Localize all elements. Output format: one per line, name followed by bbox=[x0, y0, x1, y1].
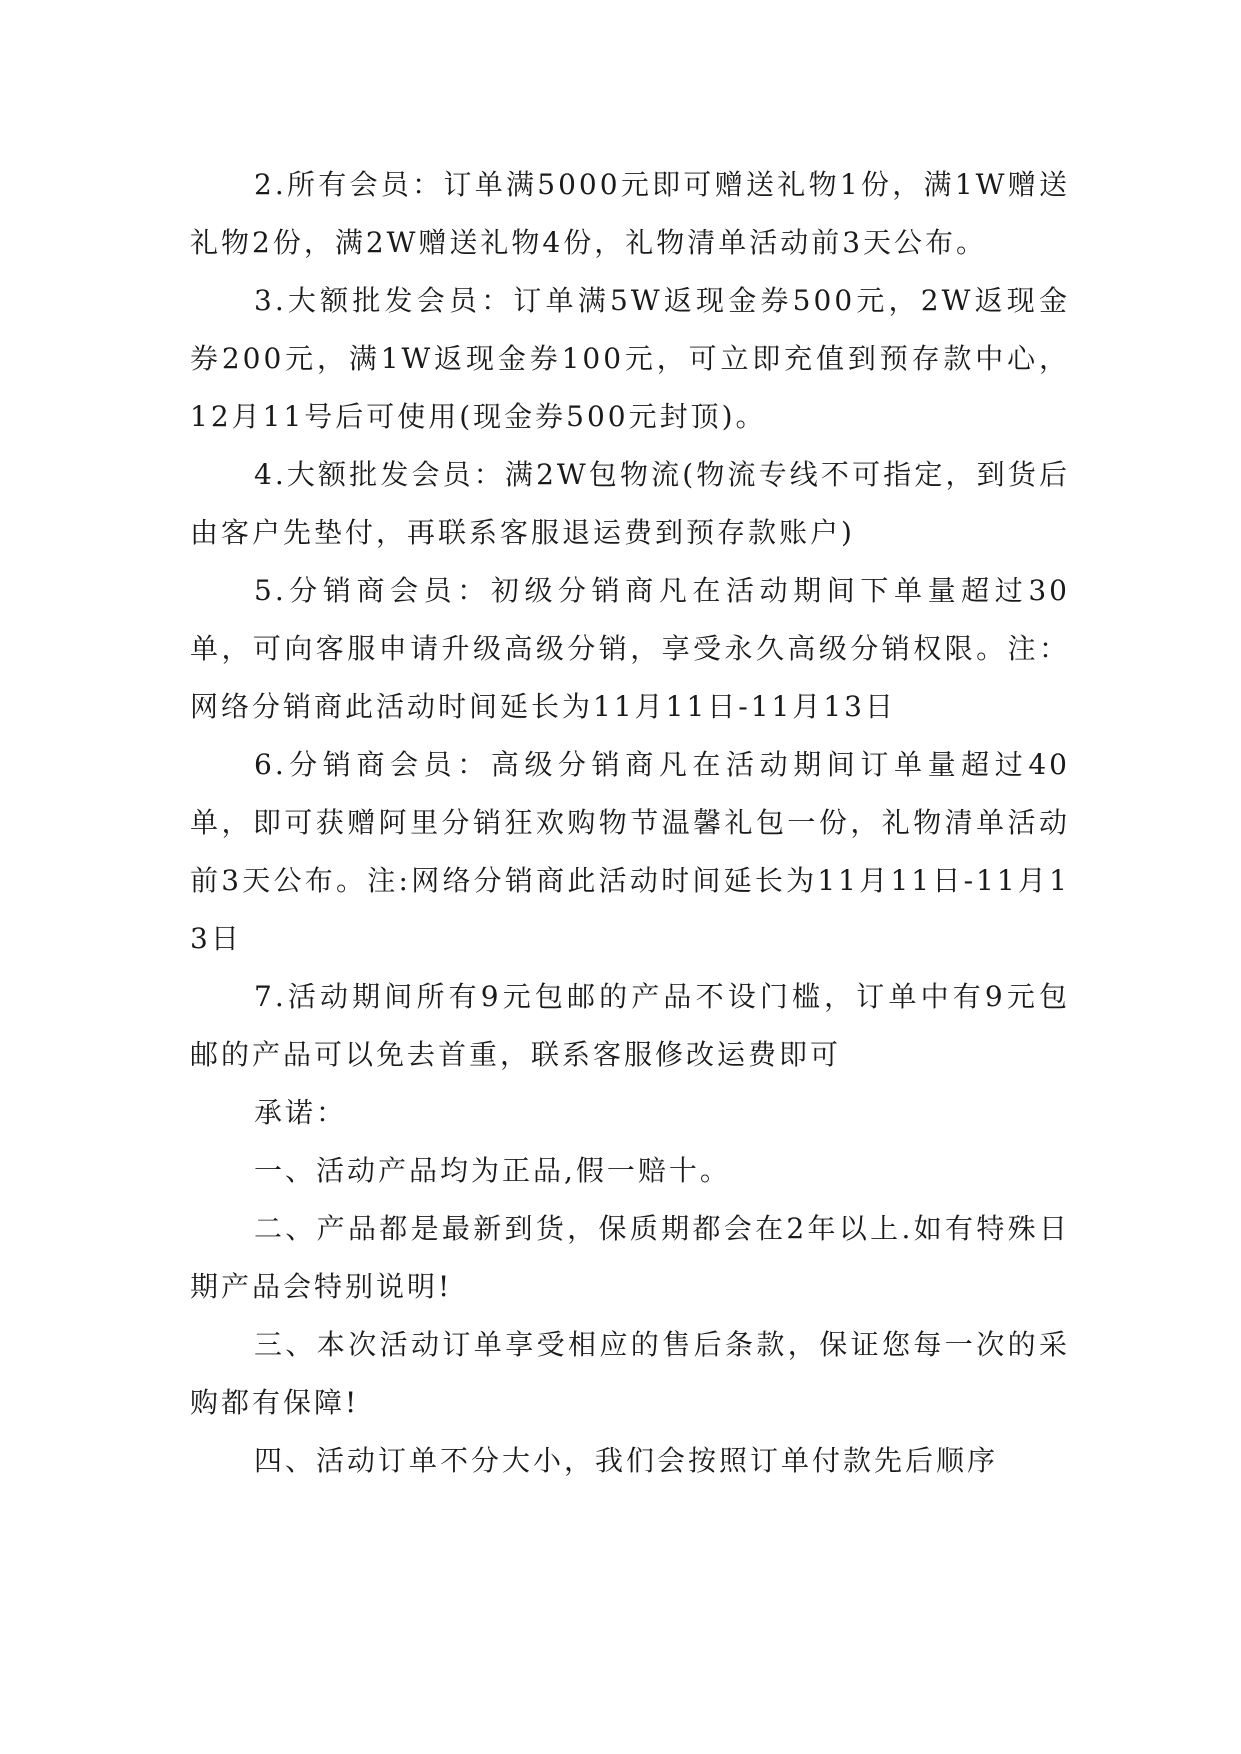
paragraph-wholesale-free-shipping: 4.大额批发会员：满2W包物流(物流专线不可指定，到货后由客户先垫付，再联系客服退运费到预存款账户) bbox=[190, 458, 1070, 549]
promise-item-2: 二、产品都是最新到货，保质期都会在2年以上.如有特殊日期产品会特别说明! bbox=[190, 1212, 1070, 1303]
paragraph-senior-distributor: 6.分销商会员：高级分销商凡在活动期间订单量超过40单，即可获赠阿里分销狂欢购物节温馨礼包一份，礼物清单活动前3天公布。注:网络分销商此活动时间延长为11月11日-11月13日 bbox=[190, 748, 1070, 955]
paragraph-free-shipping-products: 7.活动期间所有9元包邮的产品不设门槛，订单中有9元包邮的产品可以免去首重，联系客服修改运费即可 bbox=[190, 980, 1070, 1071]
promise-item-1: 一、活动产品均为正品,假一赔十。 bbox=[254, 1154, 731, 1187]
paragraph-wholesale-cash-voucher: 3.大额批发会员：订单满5W返现金券500元，2W返现金券200元，满1W返现金券100元，可立即充值到预存款中心，12月11号后可使用(现金券500元封顶)。 bbox=[190, 284, 1070, 433]
paragraph-junior-distributor: 5.分销商会员：初级分销商凡在活动期间下单量超过30单，可向客服申请升级高级分销，享受永久高级分销权限。注：网络分销商此活动时间延长为11月11日-11月13日 bbox=[190, 574, 1070, 723]
document-body bbox=[190, 156, 1070, 1490]
promise-item-4: 四、活动订单不分大小，我们会按照订单付款先后顺序 bbox=[254, 1444, 999, 1477]
promise-heading: 承诺： bbox=[254, 1096, 348, 1129]
paragraph-member-gift: 2.所有会员：订单满5000元即可赠送礼物1份，满1W赠送礼物2份，满2W赠送礼物4份，礼物清单活动前3天公布。 bbox=[190, 168, 1070, 259]
promise-item-3: 三、本次活动订单享受相应的售后条款，保证您每一次的采购都有保障! bbox=[190, 1328, 1070, 1419]
